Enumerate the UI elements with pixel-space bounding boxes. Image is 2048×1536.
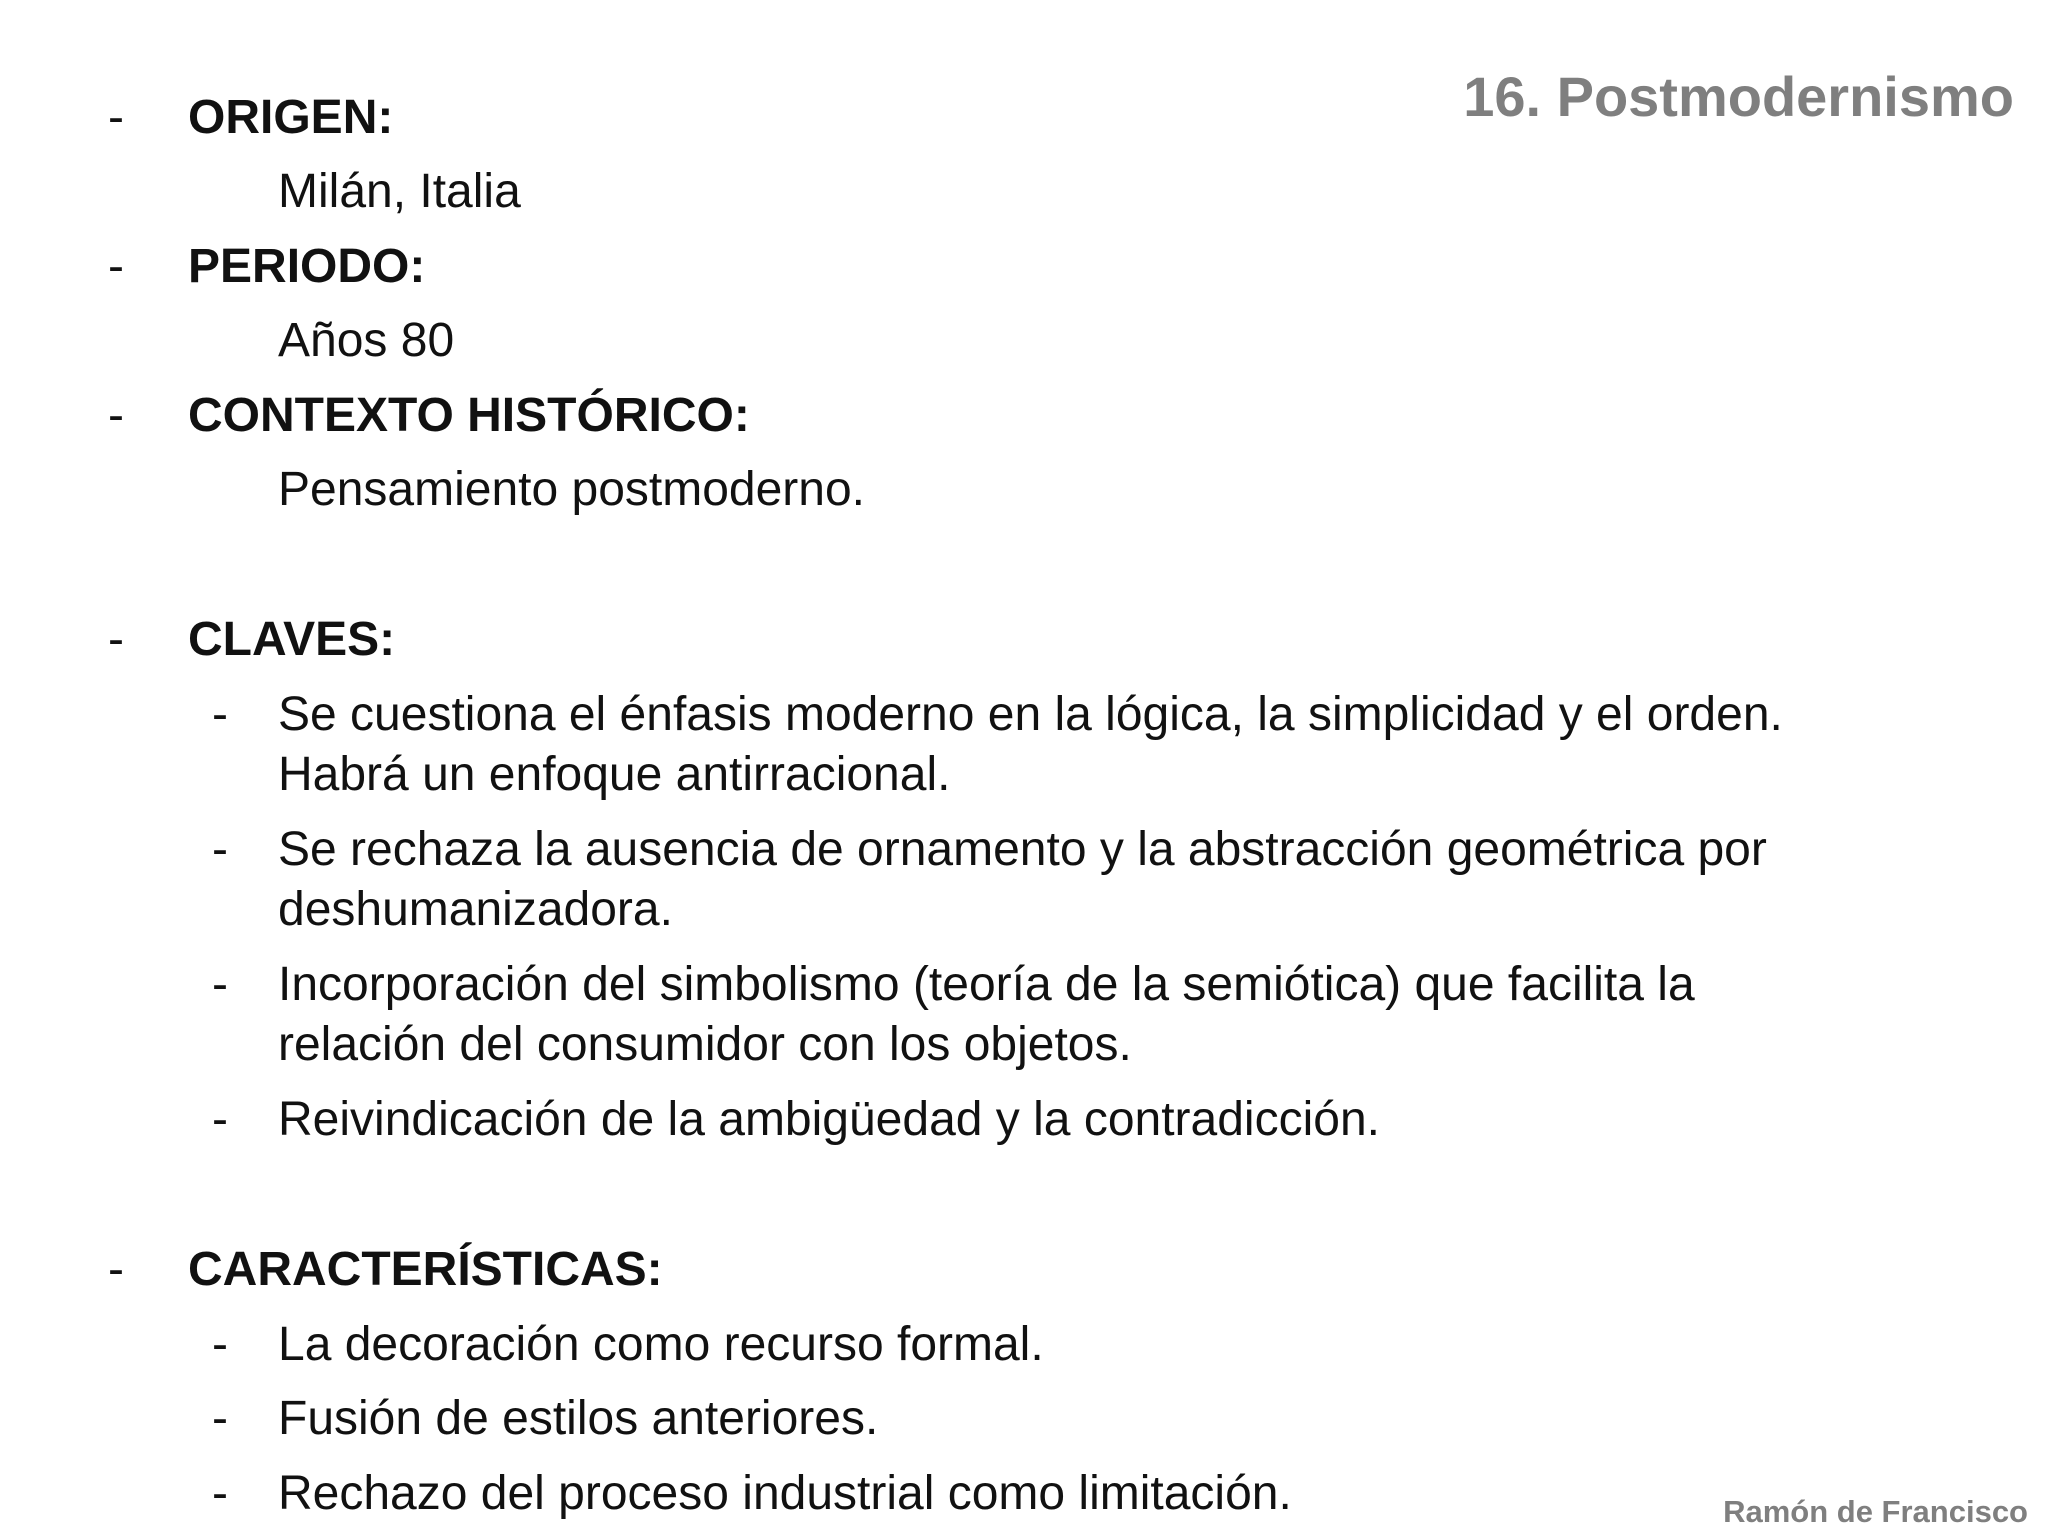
slide-title: 16. Postmodernismo <box>1463 65 2014 128</box>
bullet-dash: - <box>212 1093 228 1146</box>
contexto-value: Pensamiento postmoderno. <box>278 463 866 516</box>
claves-heading: CLAVES: <box>188 613 396 666</box>
origen-heading: ORIGEN: <box>188 91 394 144</box>
periodo-value: Años 80 <box>278 314 455 367</box>
caracteristicas-item-3: Rechazo del proceso industrial como limitación. <box>278 1467 1292 1520</box>
claves-item-3-line-2: relación del consumidor con los objetos. <box>278 1018 1132 1071</box>
author-credit: Ramón de Francisco <box>1723 1494 2028 1529</box>
caracteristicas-item-2: Fusión de estilos anteriores. <box>278 1392 879 1445</box>
claves-item-1-line-1: Se cuestiona el énfasis moderno en la lógica, la simplicidad y el orden. <box>278 688 1783 741</box>
origen-value: Milán, Italia <box>278 165 521 218</box>
claves-item-2-line-2: deshumanizadora. <box>278 883 673 936</box>
bullet-dash: - <box>212 688 228 741</box>
bullet-dash: - <box>212 823 228 876</box>
caracteristicas-item-1: La decoración como recurso formal. <box>278 1318 1044 1371</box>
claves-item-3-line-1: Incorporación del simbolismo (teoría de la semiótica) que facilita la <box>278 958 1695 1011</box>
bullet-dash: - <box>212 1392 228 1445</box>
bullet-dash: - <box>108 389 124 442</box>
bullet-dash: - <box>212 1318 228 1371</box>
caracteristicas-heading: CARACTERÍSTICAS: <box>188 1243 663 1296</box>
contexto-heading: CONTEXTO HISTÓRICO: <box>188 389 750 442</box>
periodo-heading: PERIODO: <box>188 240 426 293</box>
bullet-dash: - <box>108 240 124 293</box>
bullet-dash: - <box>212 1467 228 1520</box>
bullet-dash: - <box>108 91 124 144</box>
bullet-dash: - <box>108 1243 124 1296</box>
bullet-dash: - <box>108 613 124 666</box>
claves-item-1-line-2: Habrá un enfoque antirracional. <box>278 748 951 801</box>
bullet-dash: - <box>212 958 228 1011</box>
claves-item-2-line-1: Se rechaza la ausencia de ornamento y la abstracción geométrica por <box>278 823 1767 876</box>
claves-item-4: Reivindicación de la ambigüedad y la contradicción. <box>278 1093 1380 1146</box>
